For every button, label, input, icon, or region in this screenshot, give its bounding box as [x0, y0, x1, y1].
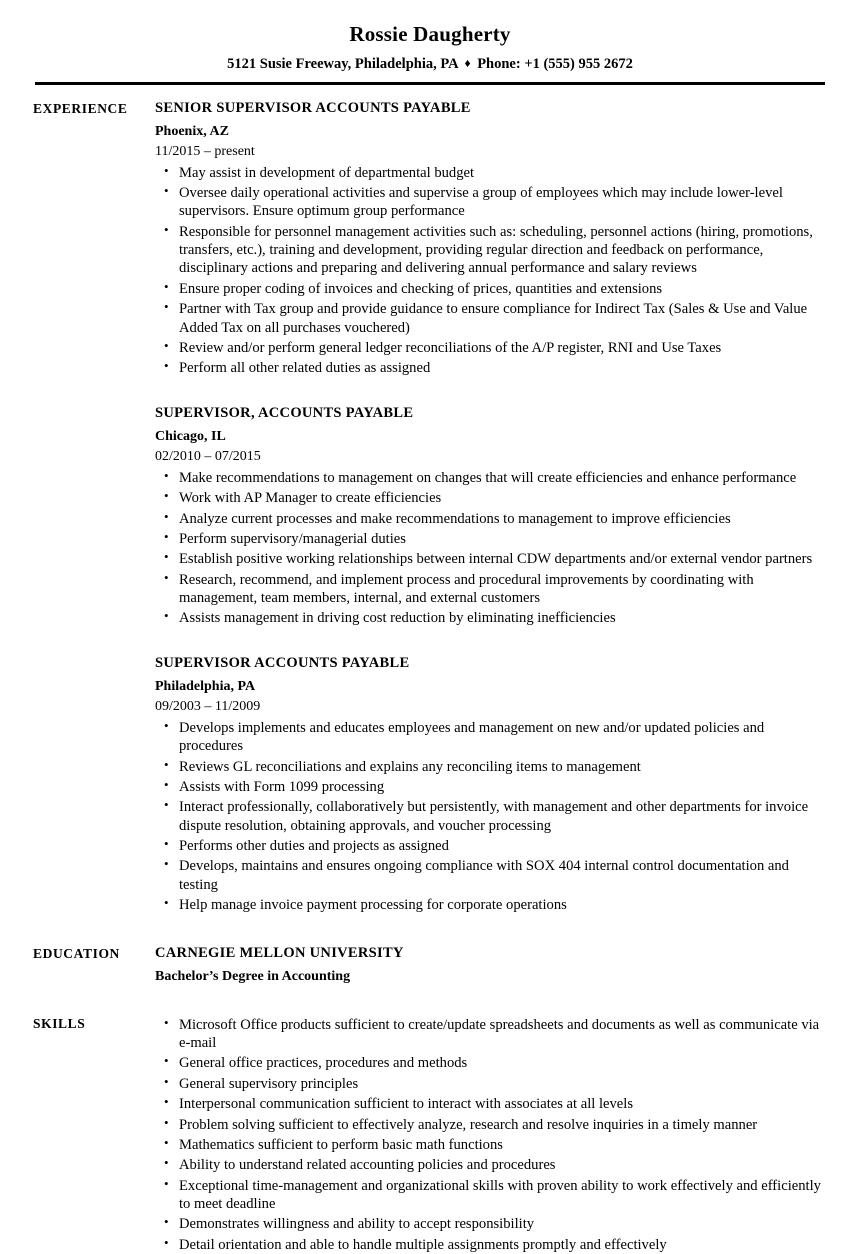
job-dates: 11/2015 – present — [155, 143, 255, 159]
candidate-phone: Phone: +1 (555) 955 2672 — [477, 56, 633, 73]
list-item: • Develops, maintains and ensures ongoing compliance with SOX 404 internal control documentation and testing — [155, 857, 825, 894]
education-degree: Bachelor’s Degree in Accounting — [155, 969, 351, 985]
section-experience — [33, 99, 825, 915]
list-item: • May assist in development of departmental budget — [155, 164, 825, 182]
list-item: • Work with AP Manager to create efficiencies — [155, 489, 825, 507]
education-entry — [155, 944, 825, 987]
diamond-separator-icon: ♦ — [464, 56, 471, 71]
list-item: • Review and/or perform general ledger reconciliations of the A/P register, RNI and Use Taxes — [155, 339, 825, 357]
list-item: • Problem solving sufficient to effectively analyze, research and resolve inquiries in a timely manner — [155, 1116, 825, 1134]
resume-content — [33, 85, 825, 1254]
job-title: SENIOR SUPERVISOR ACCOUNTS PAYABLE — [155, 99, 471, 116]
section-skills — [33, 1014, 825, 1254]
list-item: • Oversee daily operational activities and supervise a group of employees which may include lower-level supervisors. Ensure optimum group performance — [155, 184, 825, 221]
list-item: • Assists with Form 1099 processing — [155, 778, 825, 796]
list-item: • Assists management in driving cost reduction by eliminating inefficiencies — [155, 609, 825, 627]
resume-header — [0, 0, 860, 85]
list-item: • Detail orientation and able to handle multiple assignments promptly and effectively — [155, 1236, 825, 1254]
list-item: • Partner with Tax group and provide guidance to ensure compliance for Indirect Tax (Sales & Use and Value Added Tax on all purchases vouchered) — [155, 300, 825, 337]
list-item: • Interact professionally, collaboratively but persistently, with management and other departments for invoice dispute resolution, obtaining approvals, and voucher processing — [155, 798, 825, 835]
section-label-skills: SKILLS — [33, 1015, 86, 1031]
job-entry — [155, 99, 825, 378]
skills-bullet-list — [155, 1016, 825, 1254]
list-item: • Help manage invoice payment processing for corporate operations — [155, 896, 825, 914]
job-bullet-list — [155, 164, 825, 378]
job-dates: 09/2003 – 11/2009 — [155, 698, 261, 714]
list-item: • Mathematics sufficient to perform basic math functions — [155, 1136, 825, 1154]
list-item: • Performs other duties and projects as assigned — [155, 837, 825, 855]
list-item: • Ability to understand related accounting policies and procedures — [155, 1156, 825, 1174]
list-item: • Develops implements and educates employees and management on new and/or updated policies and procedures — [155, 719, 825, 756]
job-location: Chicago, IL — [155, 429, 226, 445]
candidate-name: Rossie Daugherty — [349, 22, 511, 46]
list-item: • Research, recommend, and implement process and procedural improvements by coordinating with management, team members, internal, and external customers — [155, 571, 825, 608]
list-item: • Responsible for personnel management activities such as: scheduling, personnel actions (hiring, promotions, transfers, etc.), training and development, providing regular direction and feedback on performance, disciplinary actions and preparing and delivering annual performance and salary reviews — [155, 223, 825, 278]
skills-entries — [155, 1014, 825, 1254]
list-item: • Exceptional time-management and organizational skills with proven ability to work effectively and efficiently to meet deadline — [155, 1177, 825, 1214]
job-title: SUPERVISOR, ACCOUNTS PAYABLE — [155, 404, 414, 421]
job-entry — [155, 654, 825, 915]
list-item: • Perform all other related duties as assigned — [155, 359, 825, 377]
list-item: • Ensure proper coding of invoices and checking of prices, quantities and extensions — [155, 280, 825, 298]
section-education — [33, 944, 825, 987]
list-item: • Perform supervisory/managerial duties — [155, 530, 825, 548]
job-bullet-list — [155, 469, 825, 628]
list-item: • General supervisory principles — [155, 1075, 825, 1093]
section-label-experience: EXPERIENCE — [33, 100, 128, 116]
list-item: • Establish positive working relationships between internal CDW departments and/or external vendor partners — [155, 550, 825, 568]
education-school: CARNEGIE MELLON UNIVERSITY — [155, 944, 404, 961]
list-item: • Analyze current processes and make recommendations to management to improve efficiencies — [155, 510, 825, 528]
candidate-address: 5121 Susie Freeway, Philadelphia, PA — [227, 56, 458, 73]
section-label-education: EDUCATION — [33, 945, 120, 961]
list-item: • Make recommendations to management on changes that will create efficiencies and enhance performance — [155, 469, 825, 487]
experience-entries — [155, 99, 825, 915]
job-location: Phoenix, AZ — [155, 124, 229, 140]
job-dates: 02/2010 – 07/2015 — [155, 448, 261, 464]
job-title: SUPERVISOR ACCOUNTS PAYABLE — [155, 654, 410, 671]
list-item: • Interpersonal communication sufficient to interact with associates at all levels — [155, 1095, 825, 1113]
list-item: • Demonstrates willingness and ability to accept responsibility — [155, 1215, 825, 1233]
job-bullet-list — [155, 719, 825, 915]
job-location: Philadelphia, PA — [155, 679, 256, 695]
job-entry — [155, 404, 825, 628]
list-item: • General office practices, procedures and methods — [155, 1054, 825, 1072]
contact-line — [0, 56, 860, 73]
list-item: • Microsoft Office products sufficient to create/update spreadsheets and documents as well as communicate via e-mail — [155, 1016, 825, 1053]
list-item: • Reviews GL reconciliations and explains any reconciling items to management — [155, 758, 825, 776]
